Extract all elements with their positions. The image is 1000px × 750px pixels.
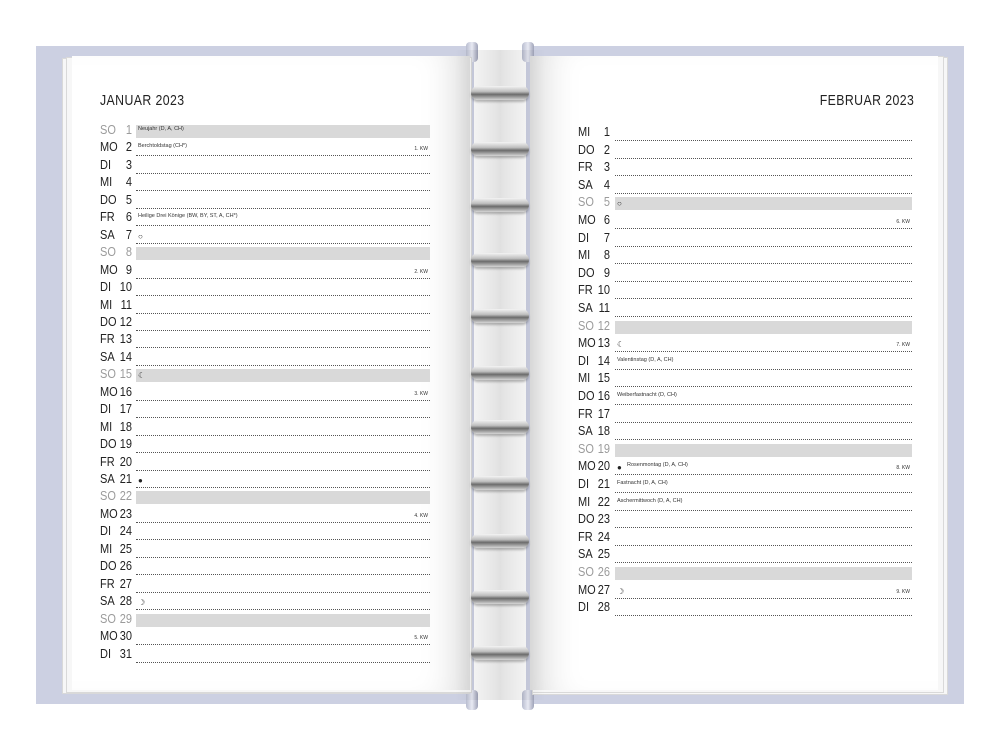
week-number: 5. KW [414, 635, 428, 642]
weekday-label: DI [578, 477, 589, 491]
day-entry-line[interactable] [615, 268, 912, 282]
day-row[interactable] [100, 314, 430, 332]
weekday-label: FR [578, 406, 593, 421]
day-number: 19 [119, 437, 132, 452]
day-row[interactable] [578, 529, 912, 547]
day-entry-line[interactable] [136, 352, 430, 366]
weekday-label: SO [100, 489, 116, 504]
day-entry-line[interactable] [136, 422, 430, 436]
day-number: 7 [603, 230, 610, 245]
day-number: 29 [119, 611, 132, 626]
day-row[interactable] [578, 318, 912, 336]
day-number: 18 [597, 424, 610, 439]
day-entry-line[interactable] [136, 334, 430, 348]
day-entry-line[interactable] [615, 180, 912, 194]
holiday-label: Weiberfastnacht (D, CH) [617, 392, 677, 398]
day-row[interactable] [578, 458, 912, 476]
day-entry-line[interactable] [136, 544, 430, 558]
weekday-label: MO [100, 384, 118, 399]
day-entry-line[interactable] [136, 160, 430, 174]
weekday-label: SA [578, 547, 593, 562]
day-number: 5 [603, 195, 610, 210]
day-row[interactable] [578, 265, 912, 283]
day-entry-line[interactable] [136, 614, 430, 627]
moon-phase-icon: ● [138, 476, 143, 485]
weekday-label: FR [100, 332, 115, 347]
day-number: 2 [125, 140, 132, 155]
weekday-label: MO [578, 336, 596, 351]
day-row[interactable] [100, 488, 430, 506]
spiral-ring [471, 253, 529, 267]
weekday-label: SA [100, 349, 115, 364]
day-row[interactable] [100, 349, 430, 367]
day-entry-line[interactable] [136, 177, 430, 191]
day-row[interactable] [100, 436, 430, 454]
day-entry-line[interactable] [615, 602, 912, 616]
day-number: 1 [125, 123, 132, 137]
day-row[interactable] [578, 370, 912, 388]
moon-phase-icon: ☽ [617, 586, 625, 596]
day-row[interactable] [100, 227, 430, 245]
day-number: 18 [119, 419, 132, 434]
day-entry-line[interactable] [615, 585, 912, 599]
week-number: 1. KW [414, 146, 428, 153]
weekday-label: DI [100, 280, 111, 295]
day-row[interactable] [578, 300, 912, 318]
day-entry-line[interactable] [136, 125, 430, 138]
day-number: 8 [603, 248, 610, 263]
day-row[interactable] [100, 558, 430, 576]
day-row[interactable] [100, 454, 430, 472]
spiral-ring [471, 476, 529, 490]
day-number: 26 [597, 565, 610, 579]
day-entry-line[interactable] [615, 514, 912, 528]
day-number: 17 [119, 402, 132, 417]
day-number: 31 [119, 646, 132, 661]
day-entry-line[interactable] [615, 127, 912, 141]
spiral-ring [471, 198, 529, 212]
day-number: 10 [597, 283, 610, 298]
day-number: 13 [597, 336, 610, 351]
weekday-label: SO [578, 565, 594, 579]
day-entry-line[interactable] [136, 212, 430, 226]
weekday-label: FR [100, 576, 115, 591]
day-number: 16 [119, 384, 132, 399]
day-row[interactable] [578, 388, 912, 406]
day-entry-line[interactable] [615, 444, 912, 457]
holiday-label: Neujahr (D, A, CH) [138, 126, 184, 132]
spiral-ring [471, 366, 529, 380]
weekday-label: SO [100, 367, 116, 382]
day-entry-line[interactable] [136, 387, 430, 401]
day-number: 12 [119, 314, 132, 329]
day-entry-line[interactable] [136, 195, 430, 209]
day-row[interactable] [578, 177, 912, 195]
day-number: 28 [119, 594, 132, 609]
day-number: 5 [125, 192, 132, 207]
day-entry-line[interactable] [136, 509, 430, 523]
day-row[interactable] [578, 423, 912, 441]
day-number: 9 [603, 265, 610, 280]
spiral-ring [471, 590, 529, 604]
week-number: 2. KW [414, 268, 428, 275]
day-number: 21 [597, 477, 610, 491]
spiral-ring [471, 86, 529, 100]
weekday-label: FR [100, 210, 115, 225]
day-row[interactable] [100, 192, 430, 210]
spiral-ring [471, 646, 529, 660]
day-number: 26 [119, 559, 132, 574]
day-number: 9 [125, 262, 132, 277]
week-number: 6. KW [896, 219, 910, 225]
day-row[interactable] [578, 353, 912, 371]
day-entry-line[interactable] [136, 369, 430, 382]
holiday-label: Valentinstag (D, A, CH) [617, 356, 674, 363]
day-entry-line[interactable] [615, 321, 912, 334]
spiral-ring [471, 534, 529, 548]
weekday-label: SA [100, 472, 115, 486]
day-row[interactable] [578, 511, 912, 529]
moon-phase-icon: ○ [617, 199, 622, 209]
day-number: 1 [603, 125, 610, 139]
week-number: 9. KW [896, 588, 910, 595]
day-entry-line[interactable] [136, 404, 430, 418]
day-entry-line[interactable] [615, 145, 912, 159]
day-entry-line[interactable] [615, 461, 912, 475]
day-number: 28 [597, 600, 610, 615]
weekday-label: SO [578, 195, 594, 210]
weekday-label: MO [578, 213, 596, 227]
spiral-ring [471, 142, 529, 156]
weekday-label: DO [100, 314, 117, 329]
day-number: 14 [119, 349, 132, 364]
day-number: 11 [598, 301, 610, 315]
day-row[interactable] [100, 523, 430, 541]
holiday-label: Berchtoldstag (CH*) [138, 143, 187, 150]
weekday-label: SA [578, 301, 593, 315]
weekday-label: DI [100, 402, 111, 417]
day-entry-line[interactable] [136, 247, 430, 260]
week-number: 4. KW [414, 512, 428, 519]
day-row[interactable] [100, 611, 430, 629]
day-number: 20 [597, 459, 610, 474]
day-number: 22 [119, 489, 132, 504]
weekday-label: MI [100, 175, 113, 190]
day-number: 15 [597, 371, 610, 386]
moon-phase-icon: ☾ [138, 371, 146, 381]
month-title-january: JANUAR 2023 [100, 92, 185, 109]
moon-phase-icon: ☽ [138, 598, 146, 608]
weekday-label: MI [100, 419, 113, 434]
day-row[interactable] [578, 564, 912, 582]
weekday-label: DI [578, 230, 589, 245]
day-row[interactable] [578, 212, 912, 230]
day-row[interactable] [100, 262, 430, 280]
weekday-label: MI [100, 297, 113, 312]
day-number: 24 [597, 529, 610, 544]
day-row[interactable] [100, 366, 430, 384]
day-entry-line[interactable] [615, 479, 912, 493]
spiral-ring [471, 309, 529, 323]
weekday-label: MI [578, 494, 591, 509]
day-row[interactable] [578, 599, 912, 617]
day-number: 13 [119, 332, 132, 347]
day-entry-line[interactable] [615, 250, 912, 264]
day-entry-line[interactable] [615, 497, 912, 511]
spiral-ring [471, 420, 529, 434]
day-entry-line[interactable] [136, 596, 430, 610]
weekday-label: MO [578, 582, 596, 597]
day-entry-line[interactable] [136, 230, 430, 244]
month-title-february: FEBRUAR 2023 [819, 92, 914, 109]
day-number: 27 [119, 576, 132, 591]
weekday-label: MO [100, 629, 118, 644]
day-entry-line[interactable] [136, 561, 430, 575]
weekday-label: MO [578, 459, 596, 474]
holiday-label: Aschermittwoch (D, A, CH) [617, 497, 683, 504]
week-number: 7. KW [896, 342, 910, 349]
week-number: 3. KW [414, 390, 428, 397]
day-entry-line[interactable] [615, 356, 912, 370]
weekday-label: MO [100, 262, 118, 277]
week-number: 8. KW [896, 465, 910, 472]
holiday-label: Rosenmontag (D, A, CH) [627, 462, 688, 469]
day-row[interactable] [100, 174, 430, 192]
day-number: 15 [119, 367, 132, 382]
day-number: 3 [125, 157, 132, 172]
weekday-label: DI [100, 157, 111, 172]
day-entry-line[interactable] [136, 491, 430, 504]
day-entry-line[interactable] [615, 285, 912, 299]
day-entry-line[interactable] [136, 317, 430, 331]
day-entry-line[interactable] [615, 409, 912, 423]
moon-phase-icon: ○ [138, 231, 143, 241]
weekday-label: FR [578, 283, 593, 298]
day-row[interactable] [578, 124, 912, 142]
day-entry-line[interactable] [615, 338, 912, 352]
weekday-label: FR [100, 454, 115, 469]
day-row[interactable] [100, 628, 430, 646]
day-number: 23 [597, 512, 610, 527]
day-entry-line[interactable] [615, 391, 912, 405]
day-entry-line[interactable] [615, 197, 912, 210]
day-entry-line[interactable] [136, 457, 430, 471]
moon-phase-icon: ☾ [617, 340, 625, 350]
weekday-label: MI [578, 248, 591, 263]
weekday-label: DI [578, 600, 589, 615]
weekday-label: DO [578, 512, 595, 527]
day-row[interactable] [578, 230, 912, 248]
day-number: 22 [597, 494, 610, 509]
day-row[interactable] [578, 194, 912, 212]
day-number: 6 [125, 210, 132, 225]
day-entry-line[interactable] [136, 631, 430, 645]
day-row[interactable] [578, 406, 912, 424]
day-row[interactable] [100, 401, 430, 419]
weekday-label: MO [100, 140, 118, 155]
day-row[interactable] [100, 646, 430, 664]
day-number: 2 [603, 142, 610, 157]
day-row[interactable] [578, 546, 912, 564]
weekday-label: SA [100, 594, 115, 609]
weekday-label: DI [100, 524, 111, 539]
day-entry-line[interactable] [615, 567, 912, 580]
weekday-label: MI [578, 125, 591, 139]
day-entry-line[interactable] [136, 439, 430, 453]
day-row[interactable] [100, 384, 430, 402]
day-number: 23 [119, 506, 132, 521]
day-row[interactable] [100, 297, 430, 315]
holiday-label: Heilige Drei Könige (BW, BY, ST, A, CH*) [138, 213, 238, 220]
day-row[interactable] [578, 159, 912, 177]
day-entry-line[interactable] [615, 426, 912, 440]
day-row[interactable] [100, 419, 430, 437]
day-number: 17 [597, 406, 610, 421]
day-row[interactable] [100, 139, 430, 157]
weekday-label: SA [578, 177, 593, 192]
day-entry-line[interactable] [615, 373, 912, 387]
day-entry-line[interactable] [615, 215, 912, 229]
day-entry-line[interactable] [615, 549, 912, 563]
day-entry-line[interactable] [136, 142, 430, 156]
weekday-label: DO [100, 192, 117, 207]
day-row[interactable] [578, 142, 912, 160]
day-row[interactable] [100, 576, 430, 594]
weekday-label: FR [578, 529, 593, 544]
day-number: 27 [597, 582, 610, 597]
day-number: 12 [597, 318, 610, 333]
day-row[interactable] [578, 247, 912, 265]
day-number: 10 [119, 280, 132, 295]
weekday-label: DO [578, 142, 595, 157]
day-number: 3 [603, 160, 610, 175]
day-row[interactable] [578, 582, 912, 600]
day-row[interactable] [100, 471, 430, 489]
day-entry-line[interactable] [615, 303, 912, 317]
day-number: 11 [120, 297, 132, 312]
day-number: 16 [597, 389, 610, 403]
day-entry-line[interactable] [136, 300, 430, 314]
weekday-label: DO [100, 437, 117, 452]
day-row[interactable] [578, 494, 912, 512]
day-row[interactable] [100, 331, 430, 349]
day-entry-line[interactable] [136, 474, 430, 488]
day-row[interactable] [100, 593, 430, 611]
day-row[interactable] [578, 441, 912, 459]
day-row[interactable] [100, 244, 430, 262]
day-number: 14 [597, 353, 610, 368]
day-number: 30 [119, 629, 132, 644]
day-row[interactable] [100, 122, 430, 140]
weekday-label: SO [578, 318, 594, 333]
day-entry-line[interactable] [136, 265, 430, 279]
day-row[interactable] [100, 506, 430, 524]
day-entry-line[interactable] [615, 162, 912, 176]
day-entry-line[interactable] [136, 649, 430, 663]
day-number: 24 [119, 524, 132, 539]
day-number: 4 [603, 177, 610, 192]
day-entry-line[interactable] [615, 233, 912, 247]
day-entry-line[interactable] [136, 579, 430, 593]
day-number: 4 [125, 175, 132, 190]
day-number: 25 [119, 541, 132, 556]
weekday-label: DI [100, 646, 111, 661]
day-number: 25 [597, 547, 610, 562]
weekday-label: DI [578, 353, 589, 368]
day-number: 7 [125, 227, 132, 242]
moon-phase-icon: ● [617, 463, 622, 473]
weekday-label: SA [578, 424, 593, 439]
weekday-label: MI [100, 541, 113, 556]
day-number: 6 [603, 213, 610, 227]
day-entry-line[interactable] [136, 526, 430, 540]
day-row[interactable] [578, 476, 912, 494]
holiday-label: Fastnacht (D, A, CH) [617, 480, 668, 486]
weekday-label: SO [100, 611, 116, 626]
day-number: 20 [119, 454, 132, 469]
day-number: 8 [125, 245, 132, 260]
weekday-label: FR [578, 160, 593, 175]
day-row[interactable] [100, 157, 430, 175]
day-entry-line[interactable] [615, 532, 912, 546]
day-number: 21 [119, 472, 132, 486]
day-entry-line[interactable] [136, 282, 430, 296]
day-row[interactable] [100, 541, 430, 559]
weekday-label: SO [100, 245, 116, 260]
weekday-label: MO [100, 506, 118, 521]
day-row[interactable] [100, 279, 430, 297]
weekday-label: SO [100, 123, 116, 137]
weekday-label: MI [578, 371, 591, 386]
day-row[interactable] [578, 282, 912, 300]
weekday-label: SA [100, 227, 115, 242]
weekday-label: DO [578, 389, 595, 403]
weekday-label: SO [578, 441, 594, 456]
weekday-label: DO [100, 559, 117, 574]
day-number: 19 [597, 441, 610, 456]
day-row[interactable] [578, 335, 912, 353]
day-row[interactable] [100, 209, 430, 227]
weekday-label: DO [578, 265, 595, 280]
